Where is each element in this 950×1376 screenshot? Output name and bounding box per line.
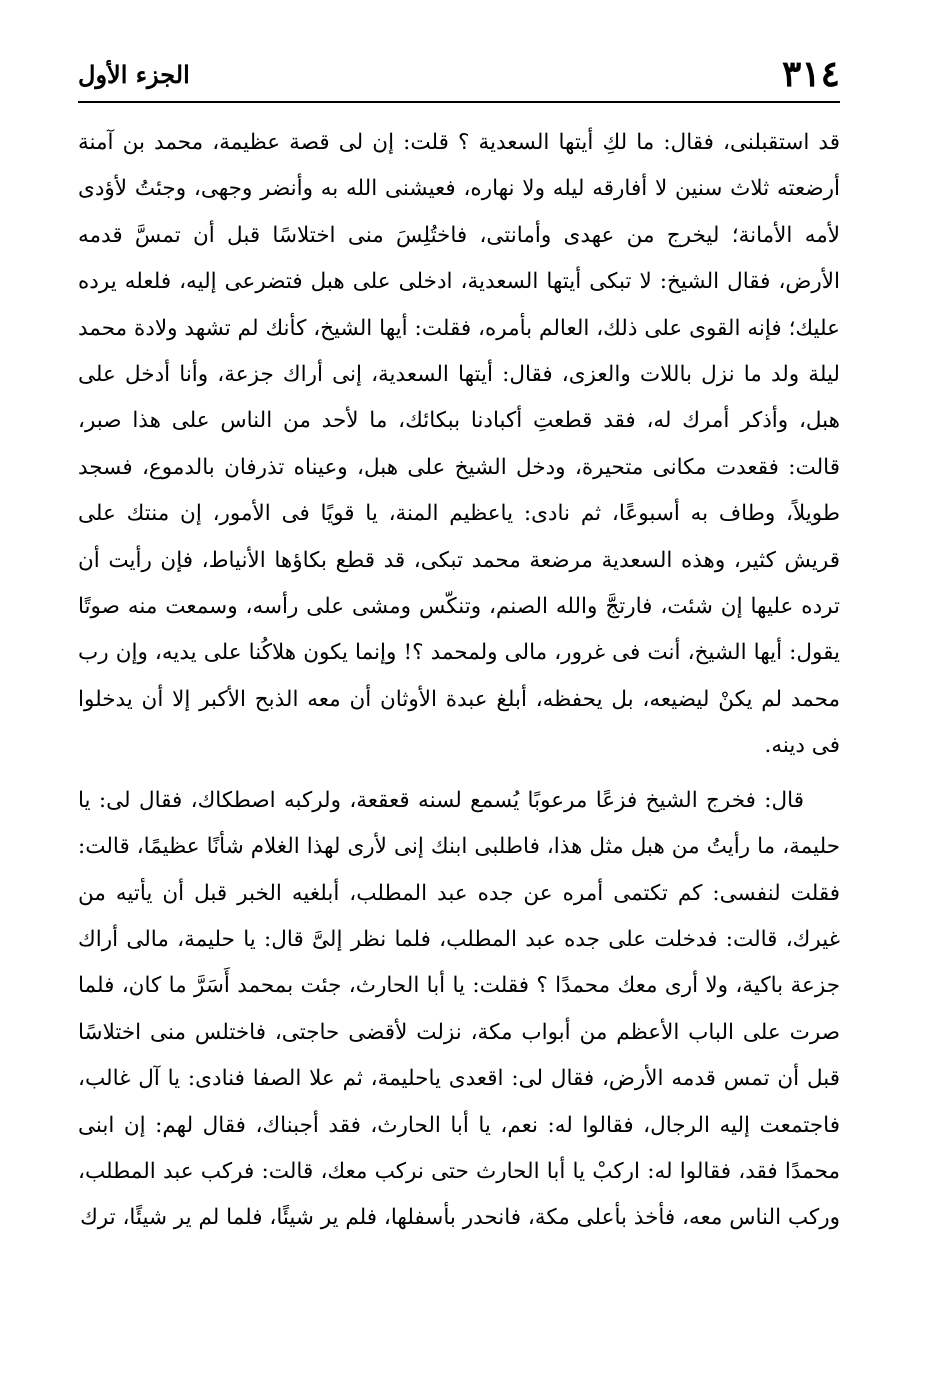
header-divider — [78, 101, 840, 103]
paragraph: قال: فخرج الشيخ فزعًا مرعوبًا يُسمع لسنه قعقعة، ولركبه اصطكاك، فقال لى: يا حليمة، ما رأيتُ من هبل مثل هذا، فاطلبى ابنك إنى لأرى لهذا الغلام شأنًا عظيمًا، قالت: فقلت لنفسى: كم تكتمى أمره عن جده عبد المطلب، أبلغيه الخبر قبل أن يأتيه من غيرك، قالت: فدخلت على جده عبد المطلب، فلما نظر إلىَّ قال: يا حليمة، مالى أراك جزعة باكية، ولا أرى معك محمدًا ؟ فقلت: يا أبا الحارث، جئت بمحمد أَسَرَّ ما كان، فلما صرت على الباب الأعظم من أبواب مكة، نزلت لأقضى حاجتى، فاختلس منى اختلاسًا قبل أن تمس قدمه الأرض، فقال لى: اقعدى ياحليمة، ثم علا الصفا فنادى: يا آل غالب، فاجتمعت إليه الرجال، فقالوا له: نعم، يا أبا الحارث، فقد أجبناك، فقال لهم: إن ابنى محمدًا فقد، فقالوا له: اركبْ يا أبا الحارث حتى نركب معك، قالت: فركب عبد المطلب، وركب الناس معه، فأخذ بأعلى مكة، فانحدر بأسفلها، فلم ير شيئًا، فلما لم ير شيئًا، ترك — [78, 787, 840, 1231]
page-number: ٣١٤ — [781, 53, 840, 95]
page-header — [78, 52, 840, 98]
paragraph: قد استقبلنى، فقال: ما لكِ أيتها السعدية ؟ قلت: إن لى قصة عظيمة، محمد بن آمنة أرضعته ثلاث سنين لا أفارقه ليله ولا نهاره، فعيشنى الله به وأنضر وجهى، وجئتُ لأؤدى لأمه الأمانة؛ ليخرج من عهدى وأمانتى، فاختُلِسَ منى اختلاسًا قبل أن تمسَّ قدمه الأرض، فقال الشيخ: لا تبكى أيتها السعدية، ادخلى على هبل فتضرعى إليه، فلعله يرده عليك؛ فإنه القوى على ذلك، العالم بأمره، فقلت: أيها الشيخ، كأنك لم تشهد ولادة محمد ليلة ولد ما نزل باللات والعزى، فقال: أيتها السعدية، إنى أراك جزعة، وأنا أدخل على هبل، وأذكر أمرك له، فقد قطعتِ أكبادنا ببكائك، ما لأحد من الناس على هذا صبر، قالت: فقعدت مكانى متحيرة، ودخل الشيخ على هبل، وعيناه تذرفان بالدموع، فسجد طويلاً، وطاف به أسبوعًا، ثم نادى: ياعظيم المنة، يا قويًا فى الأمور، إن منتك على قريش كثير، وهذه السعدية مرضعة محمد تبكى، قد قطع بكاؤها الأنياط، فإن رأيت أن ترده عليها إن شئت، فارتجَّ والله الصنم، وتنكّس ومشى على رأسه، وسمعت منه صوتًا يقول: أيها الشيخ، أنت فى غرور، مالى ولمحمد ؟! وإنما يكون هلاكُنا على يديه، وإن رب محمد لم يكنْ ليضيعه، بل يحفظه، أبلغ عبدة الأوثان أن معه الذبح الأكبر إلا أن يدخلوا فى دينه. — [78, 130, 840, 759]
running-title: الجزء الأول — [78, 60, 190, 89]
body-text — [78, 120, 840, 1242]
